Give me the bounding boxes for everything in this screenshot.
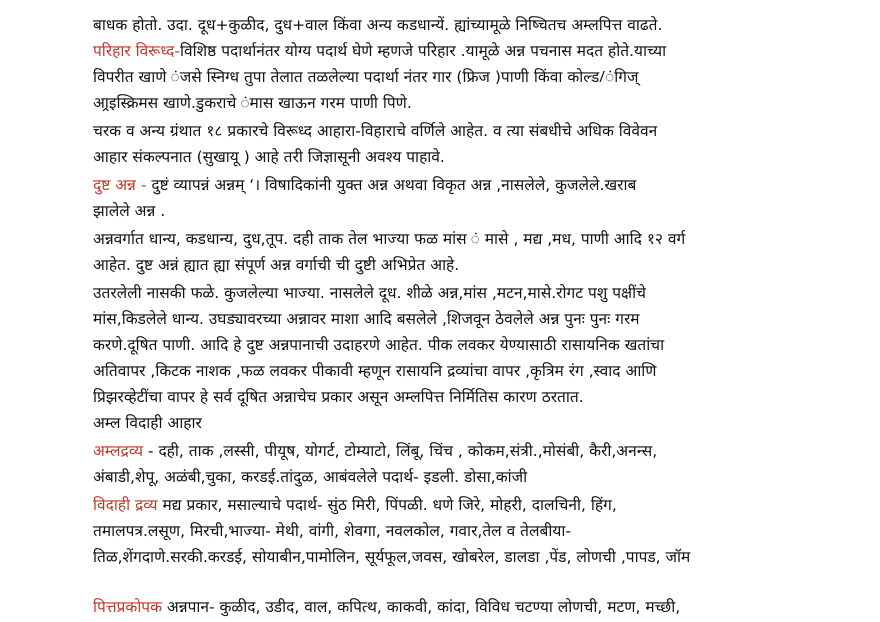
text-line bbox=[93, 440, 870, 466]
line-text: विशिष्ठ पदार्थानंतर योग्य पदार्थ घेणे म्हणजे परिहार .यामूळे अन्न पचनास मदत होते.याच्या bbox=[180, 42, 667, 60]
line-text: अम्ल विदाही आहार bbox=[93, 414, 202, 432]
text-line bbox=[93, 412, 870, 438]
line-text: प्रिझरव्हेटींचा वापर हे सर्व दूषित अन्नाचेच प्रकार असून अम्लपित्त निर्मितिस कारण ठरतात. bbox=[93, 388, 584, 406]
text-line bbox=[93, 360, 870, 386]
line-text: बाधक होतो. उदा. दूध+कुळीद, दुध+वाल किंवा अन्य कडधान्यें. ह्यांच्यामूळे निष्चितच अम्लपित्त वाढते. bbox=[93, 16, 663, 34]
text-line bbox=[93, 596, 870, 622]
line-text: झालेले अन्न . bbox=[93, 202, 166, 220]
line-text: अंबाडी,शेपू, अळंबी,चुका, करडई.तांदुळ, आबंवलेले पदार्थ- इडली. डोसा,कांजी bbox=[93, 468, 528, 486]
text-line bbox=[93, 254, 870, 280]
line-text: आहेत. दुष्ट अन्नं ह्यात ह्या संपूर्ण अन्न वर्गाची ची दुष्टी अभिप्रेत आहे. bbox=[93, 256, 460, 274]
line-text: चरक व अन्य ग्रंथात १८ प्रकारचे विरूध्द आहारा-विहाराचे वर्णिले आहेत. व त्या संबधीचे अधिक विवेवन bbox=[93, 122, 658, 140]
section-term: दुष्ट अन्न - bbox=[93, 176, 147, 194]
text-line bbox=[93, 120, 870, 146]
text-line bbox=[93, 520, 870, 546]
text-line bbox=[93, 334, 870, 360]
line-text: अतिवापर ,किटक नाशक ,फळ लवकर पीकावी म्हणून रासायनि द्रव्यांचा वापर ,कृत्रिम रंग ,स्वाद आणि bbox=[93, 362, 657, 380]
text-line bbox=[93, 66, 870, 92]
text-line bbox=[93, 174, 870, 200]
line-text: करणे.दूषित पाणी. आदि हे दुष्ट अन्नपानाची उदाहरणे आहेत. पीक लवकर येण्यासाठी रासायनिक खतांचा bbox=[93, 336, 665, 354]
text-line bbox=[93, 546, 870, 572]
line-text: तिळ,शेंगदाणे.सरकी.करडई, सोयाबीन,पामोलिन, सूर्यफूल,जवस, खोबरेल, डालडा ,पेंड, लोणची ,पापड, जॉम bbox=[93, 548, 691, 566]
text-line bbox=[93, 14, 870, 40]
text-line bbox=[93, 92, 870, 118]
line-text: अन्नपान- कुळीद, उडीद, वाल, कपित्थ, काकवी, कांदा, विविध चटण्या लोणची, मटण, मच्छी, bbox=[161, 598, 681, 616]
line-text: आ्रइस्क्रिमस खाणे.डुकराचे ंमास खाऊन गरम पाणी पिणे. bbox=[93, 94, 412, 112]
section-term: अम्लद्रव्य bbox=[93, 442, 143, 460]
line-text: - दही, ताक ,लस्सी, पीयूष, योगर्ट, टोम्याटो, लिंबू, चिंच , कोकम,संत्री.,मोसंबी, कैरी,अनन्स, bbox=[143, 442, 658, 460]
section-term: विदाही द्रव्य bbox=[93, 496, 158, 514]
text-line bbox=[93, 386, 870, 412]
line-text: उतरलेली नासकी फळे. कुजलेल्या भाज्या. नासलेले दूध. शीळे अन्न,मांस ,मटन,मासे.रोगट पशु पक्षींचे bbox=[93, 284, 647, 302]
text-line bbox=[93, 494, 870, 520]
section-term: पित्तप्रकोपक bbox=[93, 598, 162, 616]
line-text: विपरीत खाणे ंजसे स्निग्ध तुपा तेलात तळलेल्या पदार्था नंतर गार (फ्रिज )पाणी किंवा कोल्ड/ंगिज् bbox=[93, 68, 639, 86]
text-line bbox=[93, 228, 870, 254]
text-line bbox=[93, 40, 870, 66]
text-line bbox=[93, 466, 870, 492]
line-text: मद्य प्रकार, मसाल्याचे पदार्थ- सुंठ मिरी, पिंपळी. धणे जिरे, मोहरी, दालचिनी, हिंग, bbox=[157, 496, 617, 514]
text-line bbox=[93, 200, 870, 226]
text-line bbox=[93, 146, 870, 172]
text-line bbox=[93, 308, 870, 334]
line-text: तमालपत्र.लसूण, मिरची,भाज्या- मेथी, वांगी, शेवगा, नवलकोल, गवार,तेल व तेलबीया- bbox=[93, 522, 571, 540]
text-line bbox=[93, 282, 870, 308]
line-text: मांस,किडलेले धान्य. उघड्यावरच्या अन्नावर माशा आदि बसलेले ,शिजवून ठेवलेले अन्न पुनः पुनः गरम bbox=[93, 310, 640, 328]
line-text: अन्नवर्गात धान्य, कडधान्य, दुध,तूप. दही ताक तेल भाज्या फळ मांस ं मासे , मद्य ,मध, पाणी आदि १२ वर्ग bbox=[93, 230, 686, 248]
line-text: दुष्टं व्यापन्नं अन्नम् ‘। विषादिकांनी युक्त अन्न अथवा विकृत अन्न ,नासलेले, कुजलेले.खराब bbox=[146, 176, 637, 194]
line-text: आहार संकल्पनात (सुखायू ) आहे तरी जिज्ञासूनी अवश्य पाहावे. bbox=[93, 148, 445, 166]
section-term: परिहार विरूध्द- bbox=[93, 42, 180, 60]
